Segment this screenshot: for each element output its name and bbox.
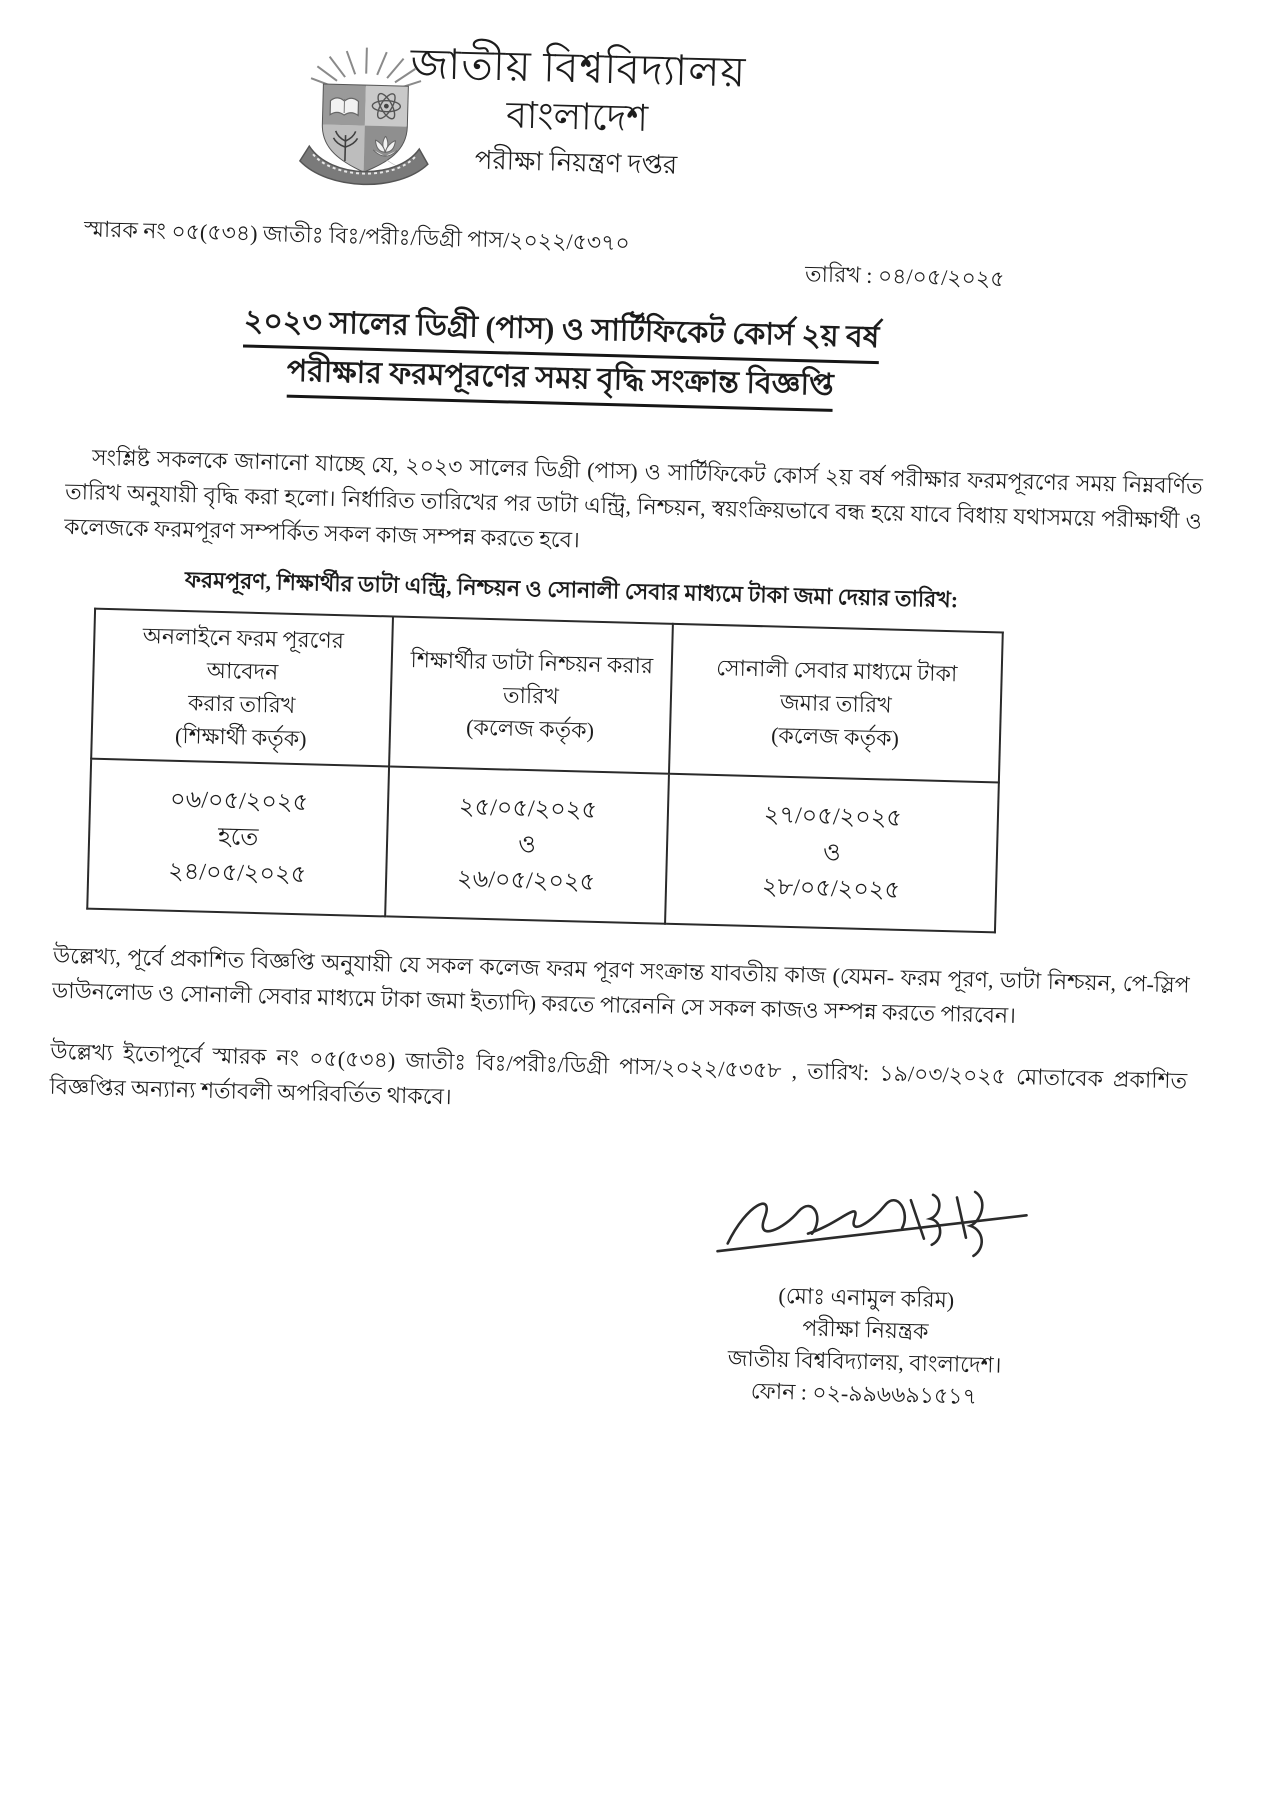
header-line: জমার তারিখ — [779, 689, 892, 718]
header-line: শিক্ষার্থীর ডাটা নিশ্চয়ন করার — [410, 646, 654, 679]
header-cell-online-form — [91, 609, 393, 767]
paragraph-reference: উল্লেখ্য ইতোপূর্বে স্মারক নং ০৫(৫৩৪) জাতীঃ বিঃ/পরীঃ/ডিগ্রী পাস/২০২২/৫৩৫৮ , তারিখ: ১৯/০৩/২০২৫ মোতাবেক প্রকাশিত বিজ্ঞপ্তির অন্যান্য শর্তাবলী অপরিবর্তিত থাকবে। — [49, 1038, 1188, 1109]
date-connector: ও — [822, 840, 842, 867]
issue-date: তারিখ : ০৪/০৫/২০২৫ — [804, 261, 1005, 292]
handwritten-signature-icon — [632, 1153, 1105, 1294]
signatory-phone: ফোন : ০২-৯৯৬৬৯১৫১৭ — [750, 1377, 978, 1409]
schedule-table-caption: ফরমপূরণ, শিক্ষার্থীর ডাটা এন্ট্রি, নিশ্চয়ন ও সোনালী সেবার মাধ্যমে টাকা জমা দেয়ার তারিখ: — [184, 567, 959, 613]
date-cell-sonali-payment — [665, 774, 999, 933]
header-line: (শিক্ষার্থী কর্তৃক) — [174, 723, 307, 752]
notice-title-line2: পরীক্ষার ফরমপূরণের সময় বৃদ্ধি সংক্রান্ত বিজ্ঞপ্তি — [286, 349, 834, 412]
date-value: ২৬/০৫/২০২৫ — [456, 866, 596, 897]
signatory-designation: পরীক্ষা নিয়ন্ত্রক — [802, 1315, 929, 1344]
schedule-table-header-row — [91, 609, 1003, 783]
notice-title-line1: ২০২৩ সালের ডিগ্রী (পাস) ও সার্টিফিকেট কোর্স ২য় বর্ষ — [243, 299, 880, 365]
date-value: ২৪/০৫/২০২৫ — [167, 858, 307, 889]
header-line: করার তারিখ — [187, 690, 296, 719]
country-name: বাংলাদেশ — [505, 94, 649, 140]
national-university-emblem-icon — [288, 175, 438, 196]
notice-body — [0, 438, 1261, 1420]
signatory-name: (মোঃ এনামুল করিম) — [778, 1282, 955, 1313]
signature-block — [628, 1153, 1104, 1416]
date-value: ২৭/০৫/২০২৫ — [763, 802, 903, 833]
letterhead — [226, 34, 929, 189]
date-cell-data-confirmation — [385, 767, 669, 924]
university-name: জাতীয় বিশ্ববিদ্যালয় — [409, 41, 747, 97]
signatory-organization: জাতীয় বিশ্ববিদ্যালয়, বাংলাদেশ। — [727, 1345, 1002, 1378]
department-name: পরীক্ষা নিয়ন্ত্রণ দপ্তর — [474, 145, 678, 180]
notice-title — [60, 294, 1062, 418]
paragraph-note: উল্লেখ্য, পূর্বে প্রকাশিত বিজ্ঞপ্তি অনুযায়ী যে সকল কলেজ ফরম পূরণ সংক্রান্ত যাবতীয় কাজ (যেমন- ফরম পূরণ, ডাটা নিশ্চয়ন, পে-স্লিপ ডাউনলোড ও সোনালী সেবার মাধ্যমে টাকা জমা ইত্যাদি) করতে পারেননি সে সকল কাজও সম্পন্ন করতে পারবেন। — [51, 942, 1190, 1028]
schedule-table-data-row — [87, 759, 999, 933]
header-cell-sonali-payment — [669, 624, 1003, 783]
date-connector: ও — [517, 832, 537, 859]
date-connector: হতে — [217, 824, 259, 852]
memo-number: স্মারক নং ০৫(৫৩৪) জাতীঃ বিঃ/পরীঃ/ডিগ্রী পাস/২০২২/৫৩৭০ — [83, 216, 631, 256]
header-line: অনলাইনে ফরম পূরণের আবেদন — [142, 623, 345, 685]
header-line: সোনালী সেবার মাধ্যমে টাকা — [715, 654, 958, 687]
header-line: (কলেজ কর্তৃক) — [770, 722, 900, 751]
date-value: ২৫/০৫/২০২৫ — [458, 794, 598, 825]
header-line: তারিখ — [502, 682, 560, 709]
schedule-table — [86, 608, 1004, 934]
header-line: (কলেজ কর্তৃক) — [465, 714, 595, 743]
paragraph-intro: সংশ্লিষ্ট সকলকে জানানো যাচ্ছে যে, ২০২৩ সালের ডিগ্রী (পাস) ও সার্টিফিকেট কোর্স ২য় বর্ষ পরীক্ষার ফরমপূরণের সময় নিম্নবর্ণিত তারিখ অনুযায়ী বৃদ্ধি করা হলো। নির্ধারিত তারিখের পর ডাটা এন্ট্রি, নিশ্চয়ন, স্বয়ংক্রিয়ভাবে বন্ধ হয়ে যাবে বিধায় যথাসময়ে পরীক্ষার্থী ও কলেজকে ফরমপূরণ সম্পর্কিত সকল কাজ সম্পন্ন করতে হবে। — [63, 444, 1204, 552]
date-cell-online-form — [87, 759, 389, 917]
date-value: ২৮/০৫/২০২৫ — [761, 874, 901, 905]
header-cell-data-confirmation — [389, 617, 673, 774]
date-value: ০৬/০৫/২০২৫ — [169, 786, 309, 817]
